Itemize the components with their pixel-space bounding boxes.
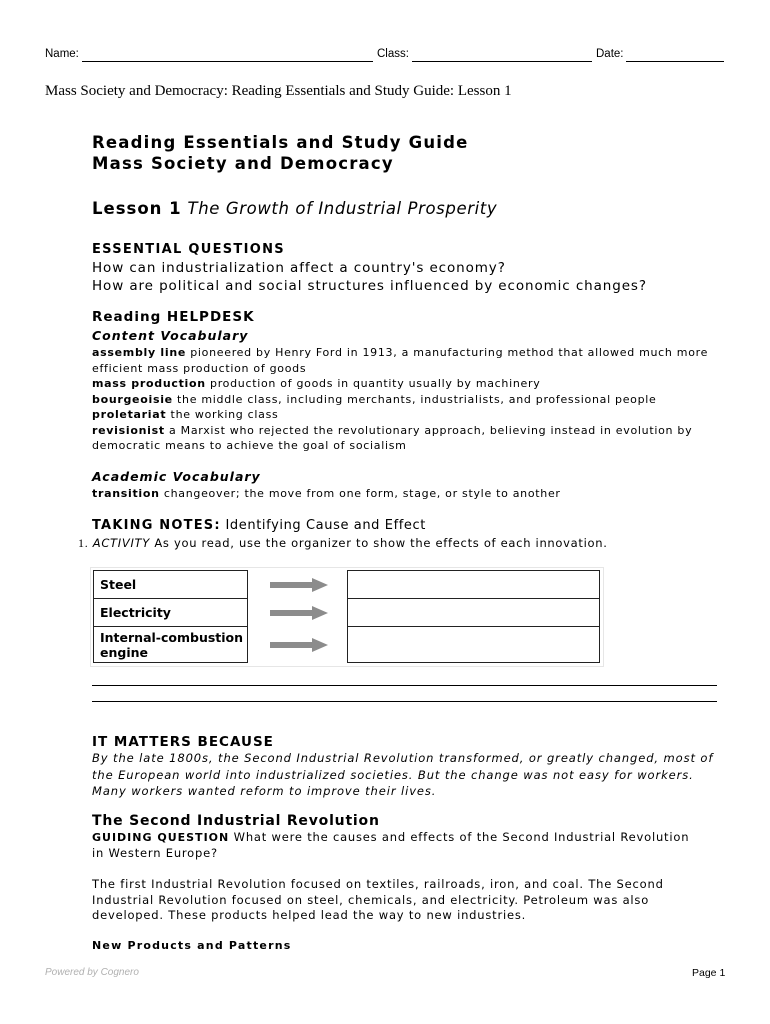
section-heading: The Second Industrial Revolution bbox=[92, 813, 380, 829]
vocab-item: bourgeoisie the middle class, including merchants, industrialists, and professional people bbox=[92, 392, 657, 406]
answer-line[interactable] bbox=[92, 701, 717, 702]
guide-title-line2: Mass Society and Democracy bbox=[92, 154, 394, 173]
it-matters-heading: IT MATTERS BECAUSE bbox=[92, 734, 274, 750]
arrow-right-icon bbox=[270, 638, 328, 652]
section-paragraph: The first Industrial Revolution focused on textiles, railroads, iron, and coal. The Second Industrial Revolution focused on steel, chemicals, and electricity. Petroleum was also developed. These products helped lead the way to new industries. bbox=[92, 877, 664, 922]
class-field[interactable] bbox=[412, 61, 592, 62]
page-number: Page 1 bbox=[692, 967, 726, 979]
lesson-label: Lesson 1 bbox=[92, 199, 182, 218]
date-field[interactable] bbox=[626, 61, 724, 62]
vocab-item: assembly line pioneered by Henry Ford in 1913, a manufacturing method that allowed much more efficient mass production of goods bbox=[92, 346, 709, 375]
academic-vocab-item: transition changeover; the move from one form, stage, or style to another bbox=[92, 487, 561, 500]
lesson-heading bbox=[92, 199, 497, 218]
helpdesk-heading: Reading HELPDESK bbox=[92, 309, 255, 325]
class-label: Class: bbox=[377, 48, 409, 60]
lesson-title: The Growth of Industrial Prosperity bbox=[187, 199, 498, 218]
arrow-right-icon bbox=[270, 606, 328, 620]
essential-question-1: How can industrialization affect a country's economy? bbox=[92, 260, 506, 276]
essential-questions-heading: ESSENTIAL QUESTIONS bbox=[92, 242, 285, 257]
arrow-right-icon bbox=[270, 578, 328, 592]
guide-title-line1: Reading Essentials and Study Guide bbox=[92, 133, 469, 152]
organizer-effect-engine[interactable] bbox=[347, 626, 600, 663]
vocab-item: revisionist a Marxist who rejected the revolutionary approach, believing instead in evolution by democratic means to achieve the goal of socialism bbox=[92, 423, 693, 452]
document-title: Mass Society and Democracy: Reading Essentials and Study Guide: Lesson 1 bbox=[45, 83, 512, 99]
name-field[interactable] bbox=[82, 61, 373, 62]
academic-vocabulary-heading: Academic Vocabulary bbox=[92, 469, 261, 484]
organizer-cause-steel: Steel bbox=[93, 570, 248, 599]
it-matters-text: By the late 1800s, the Second Industrial Revolution transformed, or greatly changed, most of the European world into industrialized societies. But the change was not easy for workers. Many workers wanted reform to improve their lives. bbox=[92, 751, 714, 798]
organizer-effect-electricity[interactable] bbox=[347, 598, 600, 627]
taking-notes-heading: TAKING NOTES: Identifying Cause and Effect bbox=[92, 518, 426, 533]
guiding-question: GUIDING QUESTION What were the causes and effects of the Second Industrial Revolution in Western Europe? bbox=[92, 830, 690, 860]
answer-line[interactable] bbox=[92, 685, 717, 686]
powered-by-footer: Powered by Cognero bbox=[45, 967, 139, 978]
name-label: Name: bbox=[45, 48, 79, 60]
date-label: Date: bbox=[596, 48, 624, 60]
organizer-effect-steel[interactable] bbox=[347, 570, 600, 599]
activity-instruction: 1. ACTIVITY As you read, use the organizer to show the effects of each innovation. bbox=[78, 536, 608, 550]
vocab-item: mass production production of goods in quantity usually by machinery bbox=[92, 377, 541, 390]
content-vocabulary-heading: Content Vocabulary bbox=[92, 328, 249, 343]
organizer-cause-electricity: Electricity bbox=[93, 598, 248, 627]
essential-question-2: How are political and social structures influenced by economic changes? bbox=[92, 278, 647, 294]
organizer-cause-engine: Internal-combustion engine bbox=[93, 626, 248, 663]
vocab-item: proletariat the working class bbox=[92, 408, 279, 421]
vocab-list bbox=[92, 345, 720, 454]
subsection-heading: New Products and Patterns bbox=[92, 939, 292, 952]
